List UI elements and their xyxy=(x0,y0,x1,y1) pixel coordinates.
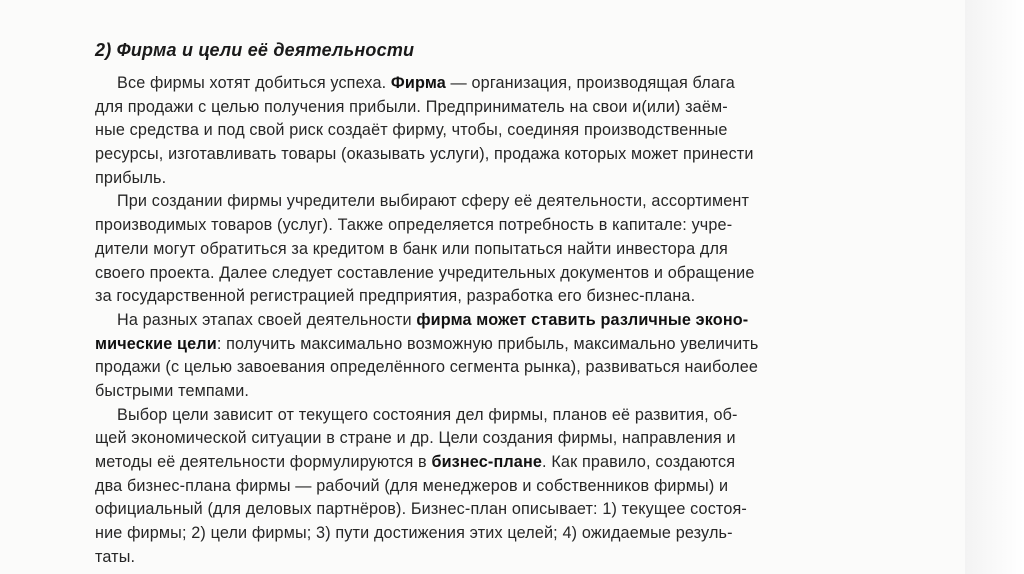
text-run: своего проекта. Далее следует составление учредительных документов и обращение xyxy=(95,263,755,282)
section-body xyxy=(95,72,925,569)
text-run: дители могут обратиться за кредитом в банк или попытаться найти инвестора для xyxy=(95,239,728,258)
text-run: два бизнес-плана фирмы — рабочий (для менеджеров и собственников фирмы) и xyxy=(95,476,729,495)
bold-term: фирма может ставить различные эконо- xyxy=(416,310,749,329)
text-line xyxy=(95,475,925,499)
text-line xyxy=(95,309,925,333)
text-run: производимых товаров (услуг). Также определяется потребность в капитале: учре- xyxy=(95,216,733,235)
text-line xyxy=(95,238,925,262)
text-line xyxy=(95,380,925,404)
page-edge-shadow xyxy=(965,0,1024,574)
text-run: щей экономической ситуации в стране и др. Цели создания фирмы, направления и xyxy=(95,429,736,448)
text-run: для продажи с целью получения прибыли. Предприниматель на свои и(или) заём- xyxy=(95,97,728,116)
text-line xyxy=(95,96,925,120)
text-line xyxy=(95,285,925,309)
text-run: официальный (для деловых партнёров). Бизнес-план описывает: 1) текущее состоя- xyxy=(95,500,747,519)
text-run: продажи (с целью завоевания определённого сегмента рынка), развиваться наиболее xyxy=(95,358,759,377)
text-line xyxy=(95,72,925,96)
text-run: Все фирмы хотят добиться успеха. xyxy=(117,74,391,92)
text-line xyxy=(95,262,925,286)
text-line xyxy=(95,522,925,546)
text-line xyxy=(95,214,925,238)
text-run: — организация, производящая блага xyxy=(445,74,735,92)
text-line xyxy=(95,498,925,522)
text-line xyxy=(95,119,925,143)
text-run: ные средства и под свой риск создаёт фирму, чтобы, соединяя производственные xyxy=(95,121,728,140)
text-run: На разных этапах своей деятельности xyxy=(117,310,417,329)
text-run: за государственной регистрацией предприятия, разработка его бизнес-плана. xyxy=(95,287,696,306)
text-run: прибыль. xyxy=(95,168,167,187)
bold-term: бизнес-плане xyxy=(431,453,543,471)
text-line xyxy=(95,451,925,475)
text-line xyxy=(95,404,925,428)
text-run: методы её деятельности формулируются в xyxy=(95,453,432,471)
text-run: Выбор цели зависит от текущего состояния дел фирмы, планов её развития, об- xyxy=(117,405,738,424)
section-heading: 2) Фирма и цели её деятельности xyxy=(95,40,415,60)
text-line xyxy=(95,546,925,570)
text-run: При создании фирмы учредители выбирают сферу её деятельности, ассортимент xyxy=(117,192,750,211)
bold-term: мические цели xyxy=(95,334,217,353)
text-run: таты. xyxy=(95,547,136,566)
text-line xyxy=(95,167,925,191)
text-line xyxy=(95,143,925,167)
bold-term: Фирма xyxy=(390,74,446,92)
text-run: ресурсы, изготавливать товары (оказывать услуги), продажа которых может принести xyxy=(95,145,754,164)
text-run: быстрыми темпами. xyxy=(95,381,250,400)
text-line xyxy=(95,333,925,357)
text-run: : получить максимально возможную прибыль, максимально увеличить xyxy=(216,334,759,353)
text-line xyxy=(95,427,925,451)
text-run: ние фирмы; 2) цели фирмы; 3) пути достижения этих целей; 4) ожидаемые резуль- xyxy=(95,524,733,543)
text-line xyxy=(95,356,925,380)
text-line xyxy=(95,190,925,214)
text-run: . Как правило, создаются xyxy=(542,453,736,471)
